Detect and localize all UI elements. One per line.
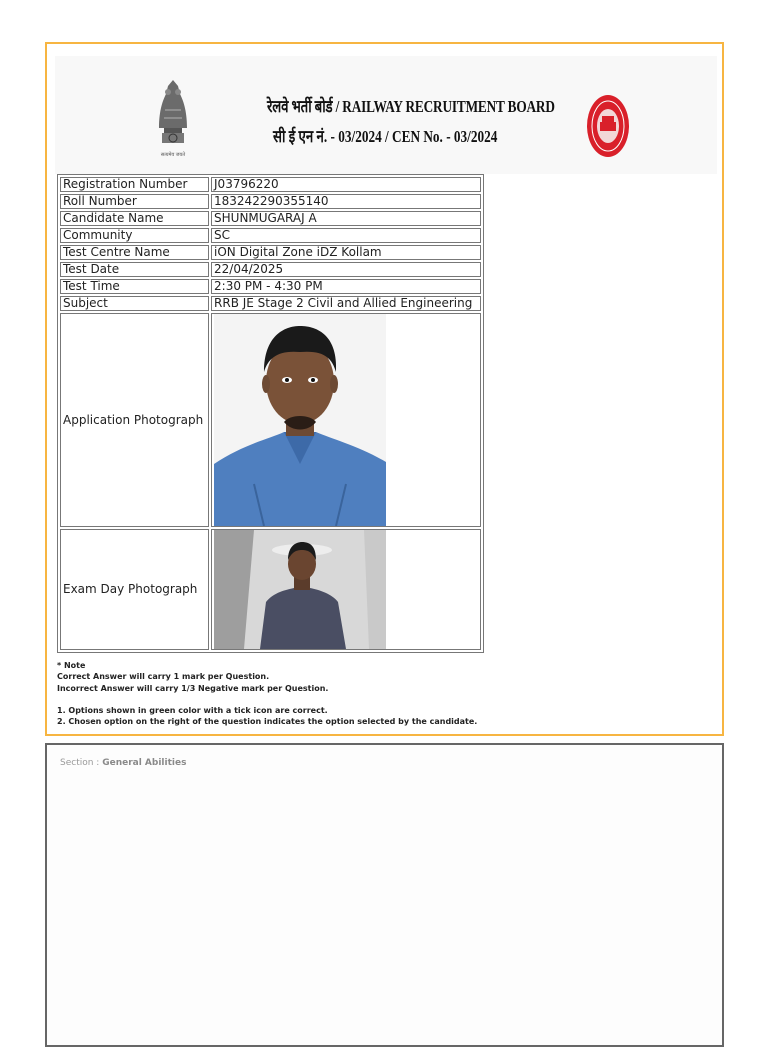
table-row — [60, 194, 481, 209]
response-sheet-card — [45, 42, 724, 736]
national-emblem-icon — [150, 70, 196, 160]
table-row — [60, 529, 481, 650]
test-date-label: Test Date — [60, 262, 209, 277]
subject-value: RRB JE Stage 2 Civil and Allied Engineering — [211, 296, 481, 311]
test-time-value: 2:30 PM - 4:30 PM — [211, 279, 481, 294]
application-photograph — [214, 314, 386, 526]
test-time-label: Test Time — [60, 279, 209, 294]
exam-day-photo-cell — [211, 529, 481, 650]
table-row — [60, 313, 481, 527]
registration-number-label: Registration Number — [60, 177, 209, 192]
section-name: General Abilities — [102, 758, 187, 768]
community-value: SC — [211, 228, 481, 243]
note-heading: * Note — [57, 661, 86, 670]
table-row — [60, 177, 481, 192]
subject-label: Subject — [60, 296, 209, 311]
section-card — [45, 743, 724, 1047]
header-banner — [55, 56, 717, 174]
registration-number-value: J03796220 — [211, 177, 481, 192]
test-date-value: 22/04/2025 — [211, 262, 481, 277]
section-prefix: Section : — [60, 758, 103, 768]
section-title — [60, 758, 186, 768]
table-row — [60, 279, 481, 294]
test-centre-value: iON Digital Zone iDZ Kollam — [211, 245, 481, 260]
note-green-options: 1. Options shown in green color with a tick icon are correct. — [57, 705, 328, 715]
header-title: रेलवे भर्ती बोर्ड / RAILWAY RECRUITMENT BOARD — [267, 97, 555, 116]
note-incorrect-answer: Incorrect Answer will carry 1/3 Negative mark per Question. — [57, 683, 329, 693]
note-correct-answer: Correct Answer will carry 1 mark per Question. — [57, 672, 270, 682]
table-row — [60, 262, 481, 277]
notes-block — [57, 660, 657, 727]
candidate-name-value: SHUNMUGARAJ A — [211, 211, 481, 226]
header-cen-number: सी ई एन नं. - 03/2024 / CEN No. - 03/2024 — [273, 127, 498, 146]
test-centre-label: Test Centre Name — [60, 245, 209, 260]
table-row — [60, 245, 481, 260]
exam-day-photograph — [214, 530, 386, 649]
application-photo-label: Application Photograph — [60, 313, 209, 527]
railway-logo-icon — [585, 92, 631, 160]
exam-day-photo-label: Exam Day Photograph — [60, 529, 209, 650]
roll-number-label: Roll Number — [60, 194, 209, 209]
roll-number-value: 183242290355140 — [211, 194, 481, 209]
table-row — [60, 228, 481, 243]
table-row — [60, 211, 481, 226]
community-label: Community — [60, 228, 209, 243]
note-chosen-option: 2. Chosen option on the right of the question indicates the option selected by the candidate. — [57, 717, 478, 727]
candidate-name-label: Candidate Name — [60, 211, 209, 226]
table-row — [60, 296, 481, 311]
emblem-motto: सत्यमेव जयते — [160, 152, 186, 158]
candidate-details-table — [57, 174, 484, 653]
application-photo-cell — [211, 313, 481, 527]
